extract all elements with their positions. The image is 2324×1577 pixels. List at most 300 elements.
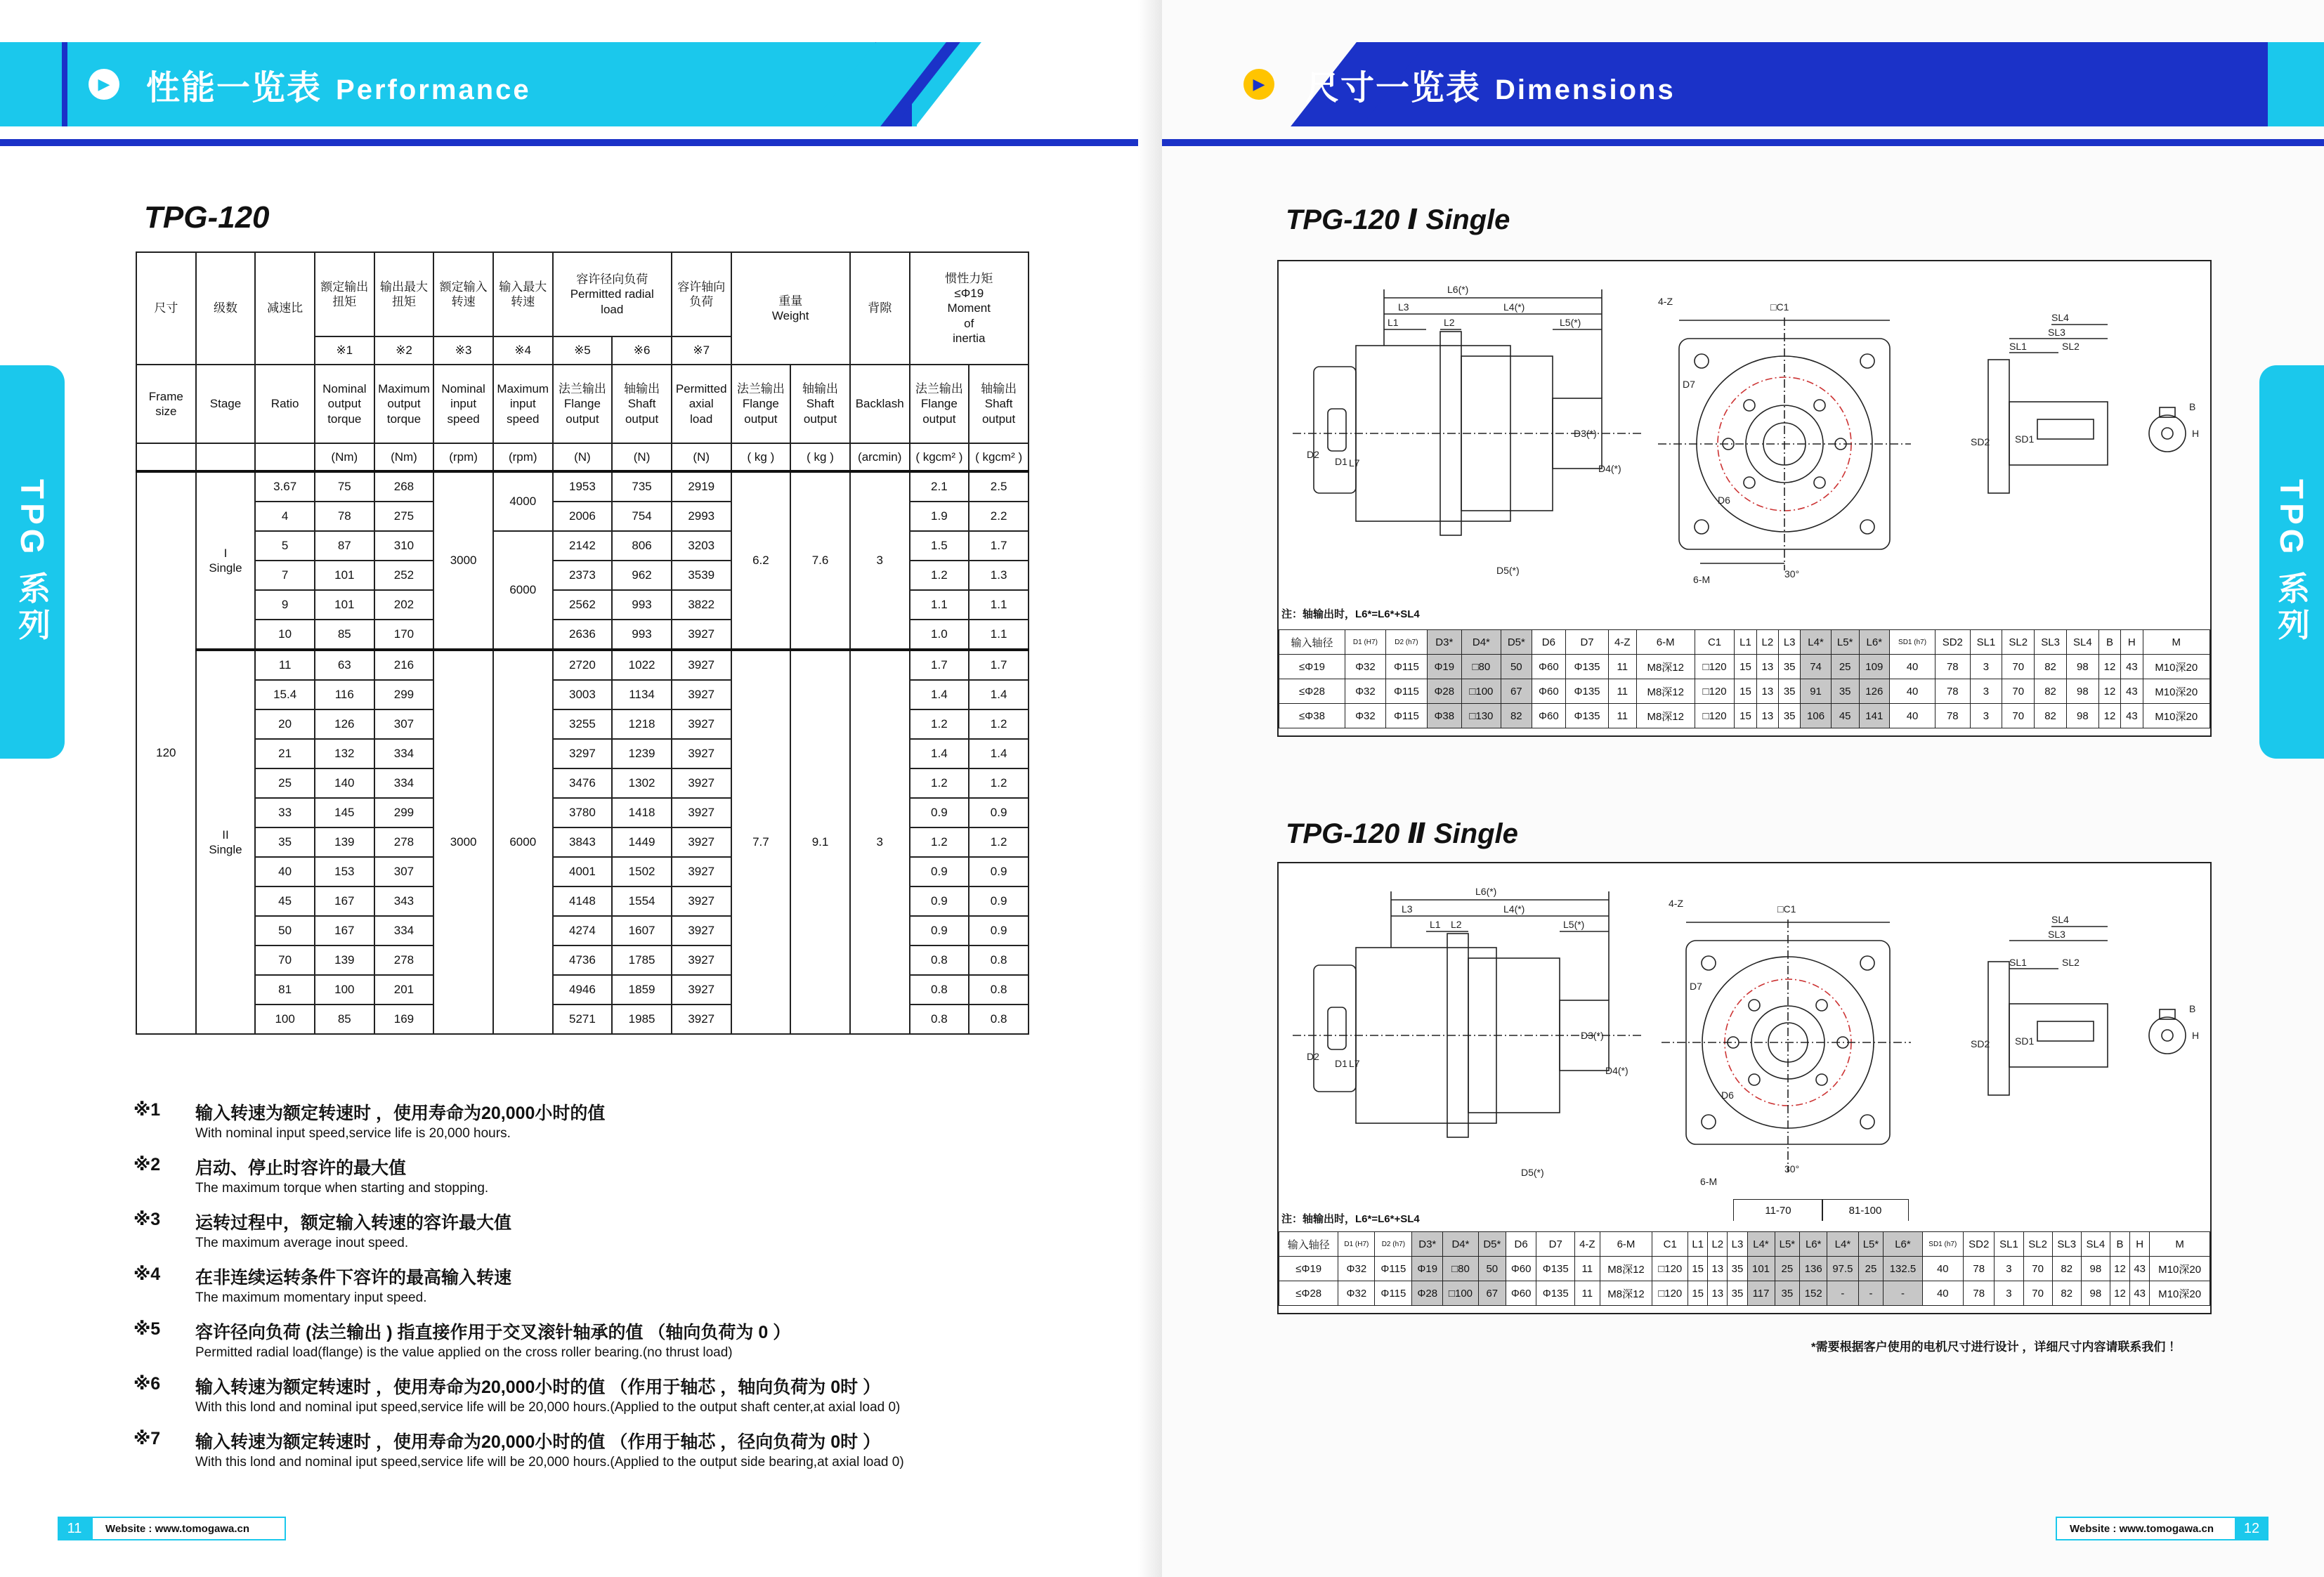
dim-label: L2 [1444,317,1455,328]
dim-cell: 78 [1964,1281,1995,1306]
dim-cell: Φ135 [1536,1257,1575,1281]
dim2-drawing [1279,863,2210,1200]
dim-cell: □120 [1652,1281,1688,1306]
inertia-flange: 1.5 [910,531,970,561]
dim-cell: 82 [2035,679,2067,704]
dim-cell: 101 [1747,1257,1775,1281]
dim-header-cell: H [2130,1232,2150,1257]
dim-cell: 11 [1575,1257,1600,1281]
dim-cell: 78 [1935,679,1970,704]
unit: ( kgcm² ) [969,443,1029,471]
inertia-shaft: 0.9 [969,798,1029,827]
dim-header-cell: L5* [1831,630,1859,655]
table-row [1279,679,2210,704]
dim-cell: □120 [1695,704,1735,728]
frame-size: 120 [136,471,196,1034]
inertia-flange: 1.1 [910,590,970,620]
axial-load: 3927 [672,857,731,886]
dim-cell: ≤Φ38 [1279,704,1345,728]
flange-load: 1953 [553,471,613,502]
max-torque: 252 [374,561,434,590]
dim-cell: 98 [2081,1257,2110,1281]
table-header-row [1279,1232,2210,1257]
hdr-e9: 轴输出 Shaft output [790,365,850,443]
dim-cell: - [1827,1281,1858,1306]
max-torque: 278 [374,945,434,975]
hdr-e10: Backlash [850,365,910,443]
dim-cell: M8深12 [1636,655,1695,679]
axial-load: 3539 [672,561,731,590]
dim-cell: Φ115 [1385,704,1427,728]
dim-cell: Φ32 [1345,679,1386,704]
dim-label: D3(*) [1581,1030,1604,1041]
dim-label: L2 [1451,919,1462,930]
shaft-load: 735 [612,471,672,502]
dim-header-cell: SD1 (h7) [1922,1232,1963,1257]
inertia-shaft: 0.9 [969,886,1029,916]
dim-label: L4(*) [1503,301,1525,313]
dim-cell: 40 [1890,704,1935,728]
hdr-e1: Nominal output torque [315,365,374,443]
dim-header-cell: 输入轴径 [1279,1232,1338,1257]
inertia-shaft: 1.7 [969,650,1029,680]
dim-header-cell: D4* [1461,630,1501,655]
dim-cell: 15 [1735,655,1756,679]
dim-cell: 98 [2066,679,2098,704]
dim-label: L1 [1388,317,1399,328]
dim-header-cell: L2 [1756,630,1778,655]
page-title-left: 性能一览表 Performance [146,70,531,107]
unit: (rpm) [433,443,493,471]
dim-cell: 97.5 [1827,1257,1858,1281]
max-torque: 334 [374,916,434,945]
hdr-stage: 级数 [196,252,256,365]
inertia-shaft: 1.1 [969,620,1029,650]
nominal-torque: 78 [315,502,374,531]
dim-cell: Φ38 [1427,704,1461,728]
dim-cell: 132.5 [1884,1257,1922,1281]
dim-header-cell: B [2110,1232,2129,1257]
nominal-torque: 63 [315,650,374,680]
dim-cell: 82 [2052,1257,2081,1281]
nominal-torque: 167 [315,886,374,916]
axial-load: 3927 [672,620,731,650]
inertia-flange: 0.8 [910,1005,970,1034]
unit: (Nm) [315,443,374,471]
dim-cell: 67 [1501,679,1532,704]
model-title: TPG-120 [144,200,270,235]
nominal-speed: 3000 [433,471,493,650]
dim-cell: 40 [1890,655,1935,679]
nominal-torque: 87 [315,531,374,561]
dim-cell: Φ115 [1385,679,1427,704]
dim-cell: 25 [1775,1257,1800,1281]
ratio: 50 [255,916,315,945]
dim-cell: 3 [1995,1257,2023,1281]
inertia-shaft: 1.2 [969,768,1029,798]
dim-label: D4(*) [1605,1065,1628,1076]
flange-load: 2006 [553,502,613,531]
play-circle-icon: ▶ [89,69,119,100]
table-row [1279,704,2210,728]
dim-cell: M10深20 [2150,1281,2210,1306]
max-torque: 299 [374,680,434,709]
max-torque: 334 [374,739,434,768]
dim-cell: 12 [2110,1257,2129,1281]
dim-header-cell: D7 [1566,630,1609,655]
dim-cell: M8深12 [1600,1281,1652,1306]
dim-cell: 35 [1728,1257,1747,1281]
inertia-shaft: 0.9 [969,857,1029,886]
backlash: 3 [850,471,910,650]
unit: (N) [553,443,613,471]
dim-header-cell: SL4 [2066,630,2098,655]
max-speed: 6000 [493,650,553,1034]
dim-cell: □100 [1443,1281,1479,1306]
ratio: 5 [255,531,315,561]
shaft-load: 1134 [612,680,672,709]
dim-label: SL1 [2009,957,2027,968]
dim1-title: TPG-120 Ⅰ Single [1286,204,1510,235]
dim-cell: M8深12 [1636,679,1695,704]
series-side-tab: TPG 系列 [2259,365,2324,759]
note-3: ※3 运转过程中，额定输入转速的容许最大值 The maximum average inout speed. [133,1210,512,1250]
nominal-torque: 139 [315,827,374,857]
nominal-torque: 116 [315,680,374,709]
dim-cell: 13 [1708,1257,1728,1281]
dim-cell: Φ19 [1427,655,1461,679]
dim-label: L6(*) [1475,886,1497,897]
dim-cell: 12 [2098,679,2120,704]
dim-label: L1 [1430,919,1441,930]
dim-cell: 15 [1688,1281,1708,1306]
mark-2: ※2 [374,336,434,365]
inertia-shaft: 0.8 [969,975,1029,1005]
max-torque: 170 [374,620,434,650]
dim-cell: 43 [2121,655,2143,679]
inertia-flange: 1.2 [910,768,970,798]
dim-cell: 12 [2110,1281,2129,1306]
ratio: 35 [255,827,315,857]
dim-cell: 15 [1688,1257,1708,1281]
hdr-e3: Nominal input speed [433,365,493,443]
ratio: 45 [255,886,315,916]
dim-header-cell: 4-Z [1575,1232,1600,1257]
nominal-speed: 3000 [433,650,493,1034]
dim-cell: Φ115 [1375,1257,1412,1281]
dim-header-cell: M [2150,1232,2210,1257]
shaft-load: 1239 [612,739,672,768]
dim-cell: - [1858,1281,1884,1306]
dim-header-cell: L4* [1801,630,1831,655]
inertia-flange: 1.0 [910,620,970,650]
performance-table [136,251,1029,1035]
max-torque: 275 [374,502,434,531]
dim-header-cell: L6* [1800,1232,1827,1257]
axial-load: 3927 [672,739,731,768]
dim-cell: 43 [2130,1257,2150,1281]
inertia-flange: 1.2 [910,561,970,590]
inertia-shaft: 1.2 [969,709,1029,739]
dim-cell: ≤Φ28 [1279,1281,1338,1306]
dim-cell: 35 [1779,704,1801,728]
hdr-ratio: 减速比 [255,252,315,365]
dim-cell: Φ32 [1345,655,1386,679]
dim-cell: M8深12 [1600,1257,1652,1281]
nominal-torque: 153 [315,857,374,886]
dim-label: 30° [1784,1163,1800,1174]
dim-cell: 15 [1735,679,1756,704]
dim-label: SL2 [2062,957,2080,968]
dim-header-cell: L2 [1708,1232,1728,1257]
page-number-left: 11 [58,1517,91,1540]
dim-cell: Φ19 [1412,1257,1443,1281]
dim-cell: 136 [1800,1257,1827,1281]
dim-cell: 43 [2121,704,2143,728]
ratio: 3.67 [255,471,315,502]
hdr-e5: 法兰输出 Flange output [553,365,613,443]
footer-note: *需要根据客户使用的电机尺寸进行设计 ，详细尺寸内容请联系我们 ！ [1811,1340,2181,1354]
dim-header-cell: D3* [1427,630,1461,655]
dim-cell: Φ135 [1536,1281,1575,1306]
dim-cell: 141 [1859,704,1889,728]
dim2-title: TPG-120 Ⅱ Single [1286,818,1518,849]
dim-label: SD1 [2015,433,2035,445]
unit: ( kg ) [790,443,850,471]
dim-cell: 15 [1735,704,1756,728]
dim-cell: 82 [2035,704,2067,728]
mark-7: ※7 [672,336,731,365]
dim-header-cell: D5* [1478,1232,1506,1257]
hdr-size: 尺寸 [136,252,196,365]
dim-header-cell: D6 [1532,630,1566,655]
inertia-shaft: 1.2 [969,827,1029,857]
dim-cell: 40 [1922,1281,1963,1306]
dim-cell: 67 [1478,1281,1506,1306]
dim-header-cell: SL4 [2081,1232,2110,1257]
inertia-shaft: 1.3 [969,561,1029,590]
dim-cell: 82 [2035,655,2067,679]
dim-cell: 3 [1970,679,2002,704]
flange-load: 2636 [553,620,613,650]
mark-5: ※5 [553,336,613,365]
dim-header-cell: L5* [1858,1232,1884,1257]
dim-cell: Φ32 [1338,1281,1375,1306]
page-number-right: 12 [2235,1517,2268,1540]
dim-cell: Φ60 [1506,1257,1536,1281]
dim-header-cell: L6* [1859,630,1889,655]
dim-label: L3 [1402,903,1413,915]
page-right [1162,0,2324,1577]
weight-flange: 6.2 [731,471,791,650]
stage-1: I Single [196,471,256,650]
flange-load: 2373 [553,561,613,590]
dim-cell: 98 [2066,704,2098,728]
nominal-torque: 126 [315,709,374,739]
max-torque: 268 [374,471,434,502]
flange-load: 3297 [553,739,613,768]
dim-cell: Φ28 [1412,1281,1443,1306]
table-row [1279,1281,2210,1306]
dim-cell: Φ135 [1566,679,1609,704]
dim-header-cell: SD1 (h7) [1890,630,1935,655]
flange-load: 4148 [553,886,613,916]
dim-cell: 109 [1859,655,1889,679]
shaft-load: 806 [612,531,672,561]
hdr-e7: Permitted axial load [672,365,731,443]
dim-cell: □80 [1443,1257,1479,1281]
inertia-flange: 0.9 [910,916,970,945]
ratio: 21 [255,739,315,768]
inertia-shaft: 2.2 [969,502,1029,531]
dim-label: 6-M [1693,574,1711,585]
shaft-load: 1449 [612,827,672,857]
nominal-torque: 100 [315,975,374,1005]
inertia-shaft: 1.1 [969,590,1029,620]
dim-cell: 25 [1831,655,1859,679]
dim-cell: 13 [1708,1281,1728,1306]
max-torque: 201 [374,975,434,1005]
nominal-torque: 167 [315,916,374,945]
dim-header-cell: SL1 [1970,630,2002,655]
dim-label: D7 [1683,379,1695,390]
hdr-e4: Maximum input speed [493,365,553,443]
flange-load: 2562 [553,590,613,620]
dim-label: H [2192,1030,2200,1041]
axial-load: 3822 [672,590,731,620]
axial-load: 3927 [672,650,731,680]
dim-cell: M10深20 [2143,655,2210,679]
axial-load: 3927 [672,916,731,945]
inertia-flange: 1.4 [910,680,970,709]
axial-load: 3203 [672,531,731,561]
backlash: 3 [850,650,910,1034]
ratio: 33 [255,798,315,827]
dim-header-cell: D6 [1506,1232,1536,1257]
dim-cell: 25 [1858,1257,1884,1281]
unit: (Nm) [374,443,434,471]
dim-cell: 13 [1756,704,1778,728]
shaft-load: 1218 [612,709,672,739]
dim-header-cell: D1 (H7) [1345,630,1386,655]
dim-cell: 70 [2002,704,2035,728]
axial-load: 2919 [672,471,731,502]
dim-cell: 91 [1801,679,1831,704]
dim-cell: 35 [1831,679,1859,704]
mark-3: ※3 [433,336,493,365]
dim-cell: 35 [1728,1281,1747,1306]
inertia-shaft: 0.8 [969,945,1029,975]
dim-cell: M10深20 [2143,704,2210,728]
dim-label: L5(*) [1563,919,1585,930]
dim-cell: 82 [2052,1281,2081,1306]
nominal-torque: 132 [315,739,374,768]
dim-cell: Φ32 [1345,704,1386,728]
dim-cell: 45 [1831,704,1859,728]
note-6: ※6 输入转速为额定转速时 ，使用寿命为20,000小时的值 （作用于轴芯 ，轴向负荷为 0时 ） With this lond and nominal iput speed,service life will be 20,000 hours.(Applied to the output shaft center,at axial load 0) [133,1374,901,1415]
dim-header-cell: D4* [1443,1232,1479,1257]
inertia-shaft: 1.7 [969,531,1029,561]
dim2-note: 注：轴输出时，L6*=L6*+SL4 [1281,1213,1420,1225]
dim-header-cell: H [2121,630,2143,655]
dim-cell: 152 [1800,1281,1827,1306]
max-torque: 278 [374,827,434,857]
dim-label: L7 [1349,1058,1360,1069]
flange-load: 2142 [553,531,613,561]
inertia-shaft: 1.4 [969,739,1029,768]
ratio: 100 [255,1005,315,1034]
dim-header-cell: D2 (h7) [1385,630,1427,655]
dim-cell: 78 [1935,655,1970,679]
dim-cell: 3 [1970,655,2002,679]
ratio: 25 [255,768,315,798]
axial-load: 3927 [672,768,731,798]
dim-header-cell: SD2 [1964,1232,1995,1257]
axial-load: 3927 [672,680,731,709]
dim-header-cell: 输入轴径 [1279,630,1345,655]
dim-label: D6 [1718,495,1730,506]
max-torque: 334 [374,768,434,798]
dim-cell: 12 [2098,655,2120,679]
hdr-radial-load: 容许径向负荷 Permitted radial load [553,252,672,336]
inertia-flange: 1.2 [910,827,970,857]
hdr-e12: 轴输出 Shaft output [969,365,1029,443]
dim-cell: 74 [1801,655,1831,679]
dim-label: D3(*) [1574,428,1597,439]
axial-load: 3927 [672,709,731,739]
note-4: ※4 在非连续运转条件下容许的最高输入转速 The maximum momentary input speed. [133,1264,512,1305]
dim-label: SD2 [1971,1038,1990,1049]
dim-label: □C1 [1777,903,1796,915]
max-speed: 4000 [493,471,553,531]
max-torque: 307 [374,857,434,886]
dim-cell: - [1884,1281,1922,1306]
dim-cell: ≤Φ28 [1279,679,1345,704]
weight-shaft: 9.1 [790,650,850,1034]
weight-shaft: 7.6 [790,471,850,650]
dim-label: D7 [1690,981,1702,992]
dim-cell: 43 [2121,679,2143,704]
dim-label: L5(*) [1560,317,1581,328]
dim-cell: 35 [1779,655,1801,679]
dim-label: B [2189,401,2196,412]
dim-header-cell: SL1 [1995,1232,2023,1257]
hdr-c2: 输出最大扭矩 [374,252,434,336]
dim-cell: ≤Φ19 [1279,655,1345,679]
axial-load: 3927 [672,945,731,975]
hdr-e11: 法兰输出 Flange output [910,365,970,443]
stage-2: II Single [196,650,256,1034]
dim-cell: Φ115 [1385,655,1427,679]
dim-label: D5(*) [1496,565,1520,576]
dim-header-cell: L6* [1884,1232,1922,1257]
dim-label: SD1 [2015,1035,2035,1047]
inertia-shaft: 0.8 [969,1005,1029,1034]
dim-cell: 11 [1608,679,1636,704]
ratio: 70 [255,945,315,975]
nominal-torque: 145 [315,798,374,827]
table-row [1279,655,2210,679]
unit: (N) [612,443,672,471]
dim-cell: □120 [1695,655,1735,679]
dim-cell: Φ60 [1532,679,1566,704]
dim-cell: Φ28 [1427,679,1461,704]
table-header-row [1279,630,2210,655]
dim-cell: □80 [1461,655,1501,679]
dim-label: SD2 [1971,436,1990,447]
series-side-tab: TPG 系列 [0,365,65,759]
dim-header-cell: D5* [1501,630,1532,655]
